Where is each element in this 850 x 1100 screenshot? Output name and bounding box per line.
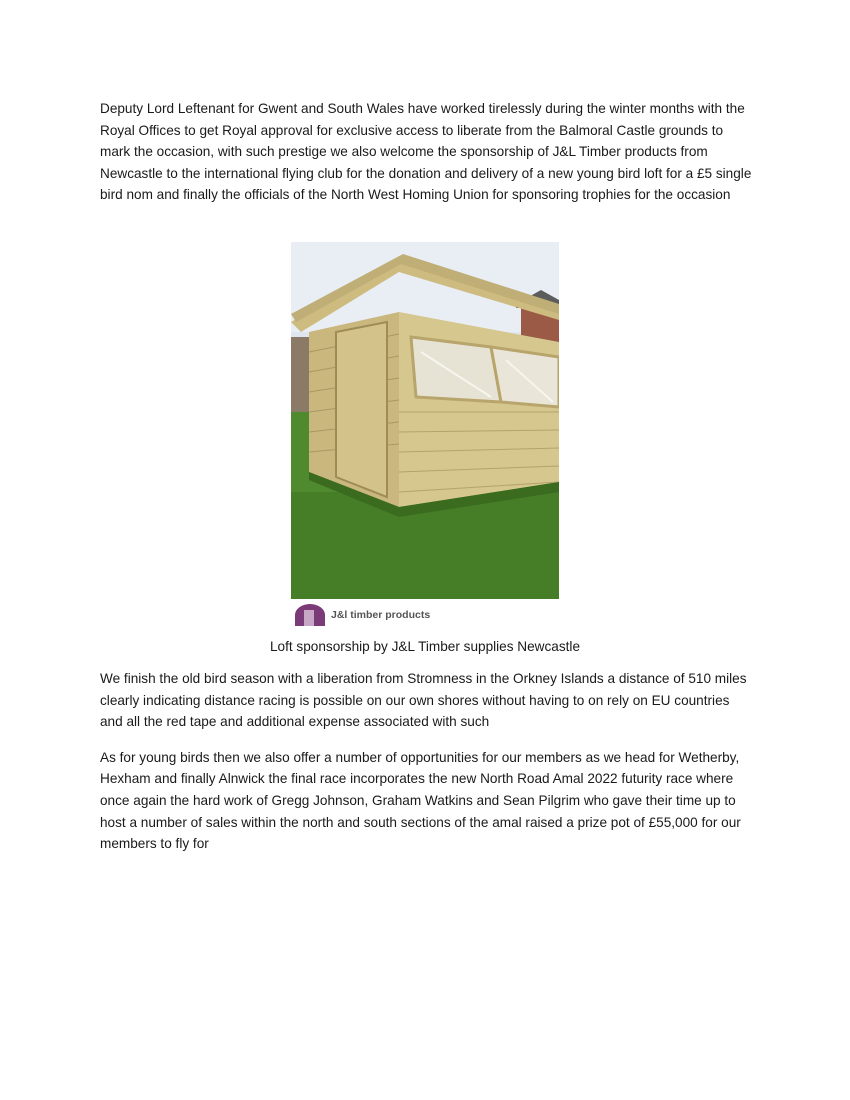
- top-text: [100, 98, 752, 206]
- loft-photo: [291, 242, 559, 599]
- photo-credit: [291, 602, 559, 628]
- figure-caption: Loft sponsorship by J&L Timber supplies Newcastle: [269, 639, 581, 654]
- loft-figure: [291, 242, 559, 628]
- credit-text: J&l timber products: [331, 609, 431, 621]
- paragraph-sponsorship: Deputy Lord Leftenant for Gwent and South Wales have worked tirelessly during the winter months with the Royal Offices to get Royal approval for exclusive access to liberate from the Balmoral Castle grounds to mark the occasion, with such prestige we also welcome the sponsorship of J&L Timber products from Newcastle to the international flying club for the donation and delivery of a new young bird loft for a £5 single bird nom and finally the officials of the North West Homing Union for sponsoring trophies for the occasion: [100, 101, 752, 203]
- timber-logo-icon: [295, 604, 325, 626]
- paragraph-old-bird-season: We finish the old bird season with a liberation from Stromness in the Orkney Islands a distance of 510 miles clearly indicating distance racing is possible on our own shores without having to on rely on EU countries and all the red tape and additional expense associated with such: [100, 671, 747, 730]
- paragraph-young-birds: As for young birds then we also offer a number of opportunities for our members as we head for Wetherby, Hexham and finally Alnwick the final race incorporates the new North Road Amal 2022 futurity race where once again the hard work of Gregg Johnson, Graham Watkins and Sean Pilgrim who gave their time up to host a number of sales within the north and south sections of the amal raised a prize pot of £55,000 for our members to fly for: [100, 749, 741, 852]
- bottom-text: [100, 668, 752, 855]
